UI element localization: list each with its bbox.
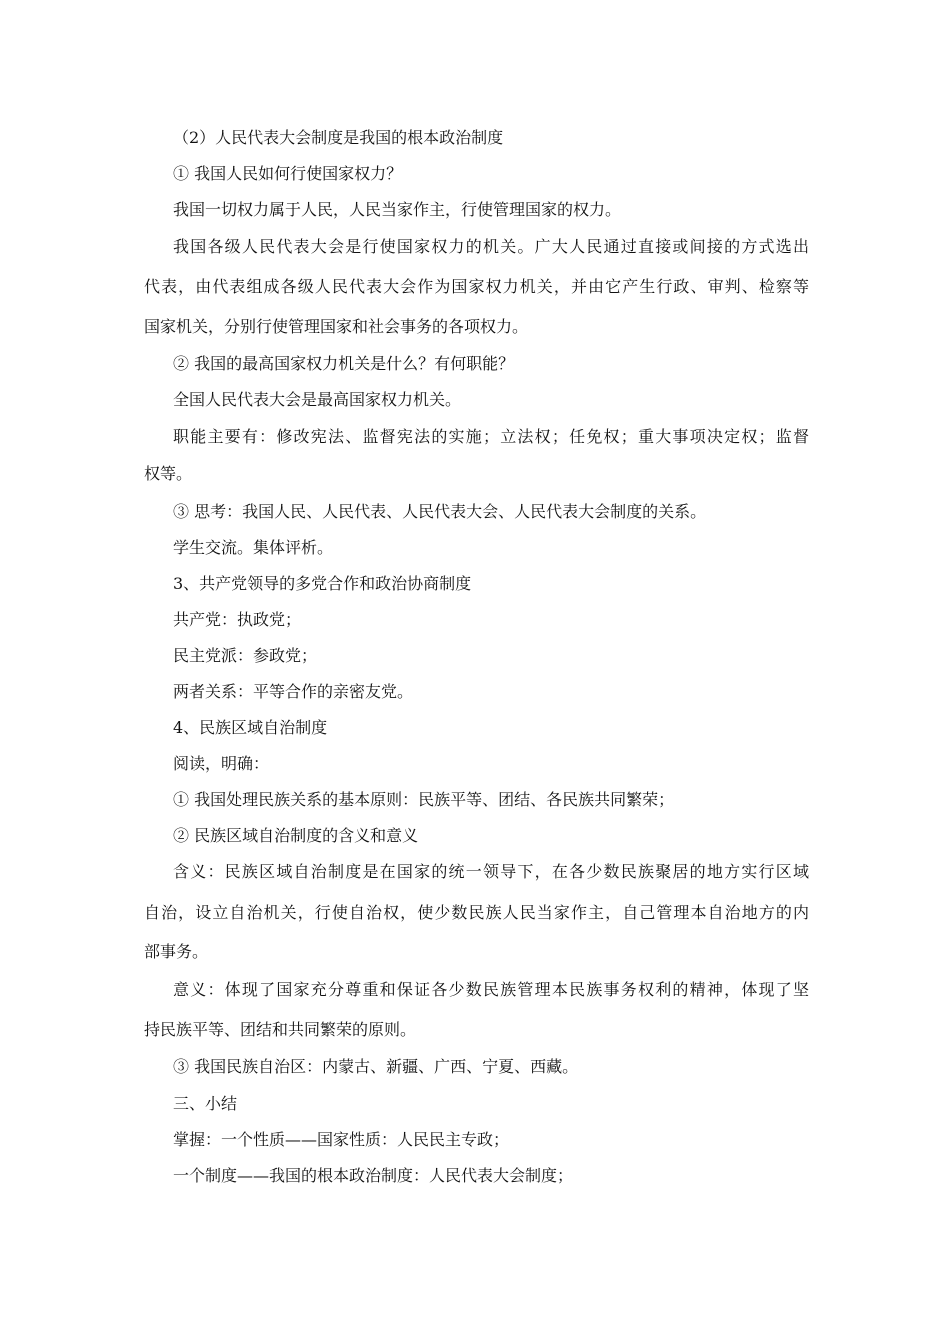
- paragraph-line: 权等。: [144, 464, 193, 483]
- paragraph-line: 代表，由代表组成各级人民代表大会作为国家权力机关，并由它产生行政、审判、检察等: [144, 277, 809, 296]
- paragraph-line: 自治，设立自治机关，行使自治权，使少数民族人民当家作主，自己管理本自治地方的内: [144, 903, 809, 922]
- paragraph-line: 部事务。: [144, 942, 209, 961]
- activity-note: 学生交流。集体评析。: [173, 538, 334, 557]
- paragraph-line: 国家机关，分别行使管理国家和社会事务的各项权力。: [144, 317, 529, 336]
- list-item: ③ 我国民族自治区：内蒙古、新疆、广西、宁夏、西藏。: [173, 1057, 579, 1076]
- answer-paragraph: 我国一切权力属于人民，人民当家作主，行使管理国家的权力。: [173, 200, 622, 219]
- summary-line: 掌握：一个性质——国家性质：人民民主专政；: [173, 1130, 510, 1149]
- list-item: 两者关系：平等合作的亲密友党。: [173, 682, 414, 701]
- paragraph-line: 我国各级人民代表大会是行使国家权力的机关。广大人民通过直接或间接的方式选出: [173, 237, 809, 256]
- paragraph-line: 持民族平等、团结和共同繁荣的原则。: [144, 1020, 417, 1039]
- question-2: ② 我国的最高国家权力机关是什么？有何职能？: [173, 354, 515, 373]
- question-3: ③ 思考：我国人民、人民代表、人民代表大会、人民代表大会制度的关系。: [173, 502, 707, 521]
- list-item: 共产党：执政党；: [173, 610, 302, 629]
- list-item: 民主党派：参政党；: [173, 646, 318, 665]
- answer-paragraph: 全国人民代表大会是最高国家权力机关。: [173, 390, 462, 409]
- summary-line: 一个制度——我国的根本政治制度：人民代表大会制度；: [173, 1166, 574, 1185]
- question-1: ① 我国人民如何行使国家权力？: [173, 164, 403, 183]
- section-heading-multi-party: 3、共产党领导的多党合作和政治协商制度: [173, 574, 472, 593]
- section-heading-summary: 三、小结: [173, 1094, 238, 1113]
- list-item: ① 我国处理民族关系的基本原则：民族平等、团结、各民族共同繁荣；: [173, 790, 675, 809]
- section-heading-ethnic-autonomy: 4、民族区域自治制度: [173, 718, 328, 737]
- paragraph-line: 职能主要有：修改宪法、监督宪法的实施；立法权；任免权；重大事项决定权；监督: [173, 427, 809, 446]
- section-heading-people-congress: （2）人民代表大会制度是我国的根本政治制度: [173, 128, 504, 147]
- list-item: ② 民族区域自治制度的含义和意义: [173, 826, 419, 845]
- paragraph-line: 意义：体现了国家充分尊重和保证各少数民族管理本民族事务权利的精神，体现了坚: [173, 980, 809, 999]
- reading-note: 阅读，明确：: [173, 754, 270, 773]
- paragraph-line: 含义：民族区域自治制度是在国家的统一领导下，在各少数民族聚居的地方实行区域: [173, 862, 809, 881]
